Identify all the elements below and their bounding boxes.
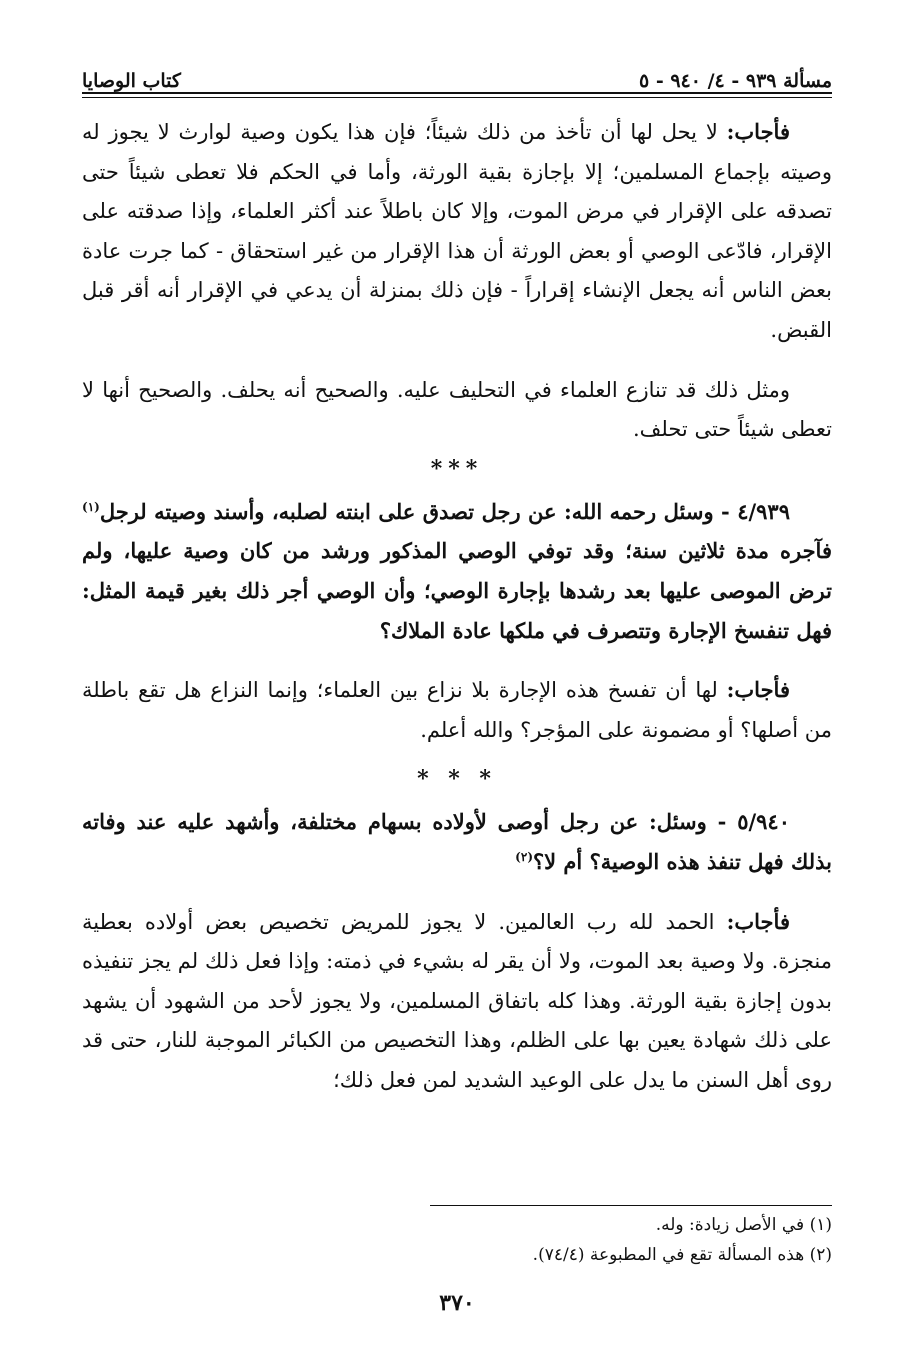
footnote-1: (١) في الأصل زيادة: وله. [655, 1215, 832, 1235]
question-939 [82, 492, 832, 650]
footnote-2: (٢) هذه المسألة تقع في المطبوعة (٧٤/٤). [532, 1245, 832, 1265]
answer-text-1: لا يحل لها أن تأخذ من ذلك شيئاً؛ فإن هذا يكون وصية لوارث لا يجوز له وصيته بإجماع المسلمين؛ إلا بإجازة بقية الورثة، وأما في الحكم فلا تعطى شيئاً حتى تصدقه على الإقرار في مرض الموت، وإلا كان باطلاً عند أكثر العلماء، وإذا صدقته على الإقرار، فادّعى الوصي أو بعض الورثة أن هذا الإقرار من غير استحقاق - كما جرت عادة بعض الناس أنه يجعل الإنشاء إقراراً - فإن ذلك بمنزلة أن يدعي في الإقرار أنه أقر قبل القبض. [82, 120, 832, 342]
spacer [82, 351, 832, 371]
footnote-rule [430, 1205, 832, 1206]
section-divider-1: *** [430, 455, 484, 482]
answer-paragraph-1 [82, 112, 832, 351]
header-issue-range: مسألة ٩٣٩ - ٤/ ٩٤٠ - ٥ [638, 70, 832, 92]
answer-939-text: لها أن تفسخ هذه الإجارة بلا نزاع بين العلماء؛ وإنما النزاع هل تقع باطلة من أصلها؟ أو مضمونة على المؤجر؟ والله أعلم. [82, 678, 832, 742]
running-header [82, 52, 832, 92]
page-number: ٣٧٠ [439, 1290, 475, 1316]
header-book-title: كتاب الوصايا [82, 70, 181, 92]
question-940 [82, 802, 832, 881]
spacer [82, 882, 832, 902]
question-940-text: ٥/٩٤٠ - وسئل: عن رجل أوصى لأولاده بسهام مختلفة، وأشهد عليه عند وفاته بذلك فهل تنفذ هذه الوصية؟ أم لا؟ [82, 809, 832, 874]
spacer [82, 650, 832, 670]
answer-939-lead: فأجاب: [726, 677, 790, 703]
answer-940 [82, 902, 832, 1101]
question-939-part-a: ٤/٩٣٩ - وسئل رحمه الله: عن رجل تصدق على ابنته لصلبه، وأسند وصيته لرجل [99, 498, 790, 524]
footnotes [82, 1210, 832, 1270]
answer-940-text: الحمد لله رب العالمين. لا يجوز للمريض تخصيص بعض أولاده بعطية منجزة. ولا وصية بعد الموت، ولا أن يقر له بشيء في ذمته: وإذا فعل ذلك لم يجز تنفيذه بدون إجازة بقية الورثة. وهذا كله باتفاق المسلمين، ولا يجوز لأحد من الشهود أن يشهد على ذلك شهادة يعين بها على الظلم، وهذا التخصيص من الكبائر الموجبة للنار، حتى قد روى أهل السنن ما يدل على الوعيد الشديد لمن فعل ذلك؛ [82, 909, 832, 1092]
footnote-ref-1: (١) [82, 499, 100, 514]
question-939-part-b: فآجره مدة ثلاثين سنة؛ وقد توفي الوصي المذكور ورشد من كان وصية عليها، ولم ترض الموصى عليها بعد رشدها بإجارة الوصي؛ وأن الوصي أجر ذلك بغير قيمة المثل: فهل تنفسخ الإجارة وتتصرف في ملكها عادة الملاك؟ [82, 538, 832, 643]
answer-940-lead: فأجاب: [726, 908, 790, 934]
main-text [82, 112, 832, 1100]
answer-lead-1: فأجاب: [726, 119, 790, 144]
header-rule-thick [82, 92, 832, 94]
section-divider-2: * * * [417, 766, 497, 793]
answer-939 [82, 670, 832, 750]
footnote-ref-2: (٢) [515, 849, 533, 864]
answer-paragraph-2: ومثل ذلك قد تنازع العلماء في التحليف عليه. والصحيح أنه يحلف. والصحيح أنها لا تعطى شيئاً حتى تحلف. [82, 377, 832, 442]
header-rule-thin [82, 97, 832, 98]
